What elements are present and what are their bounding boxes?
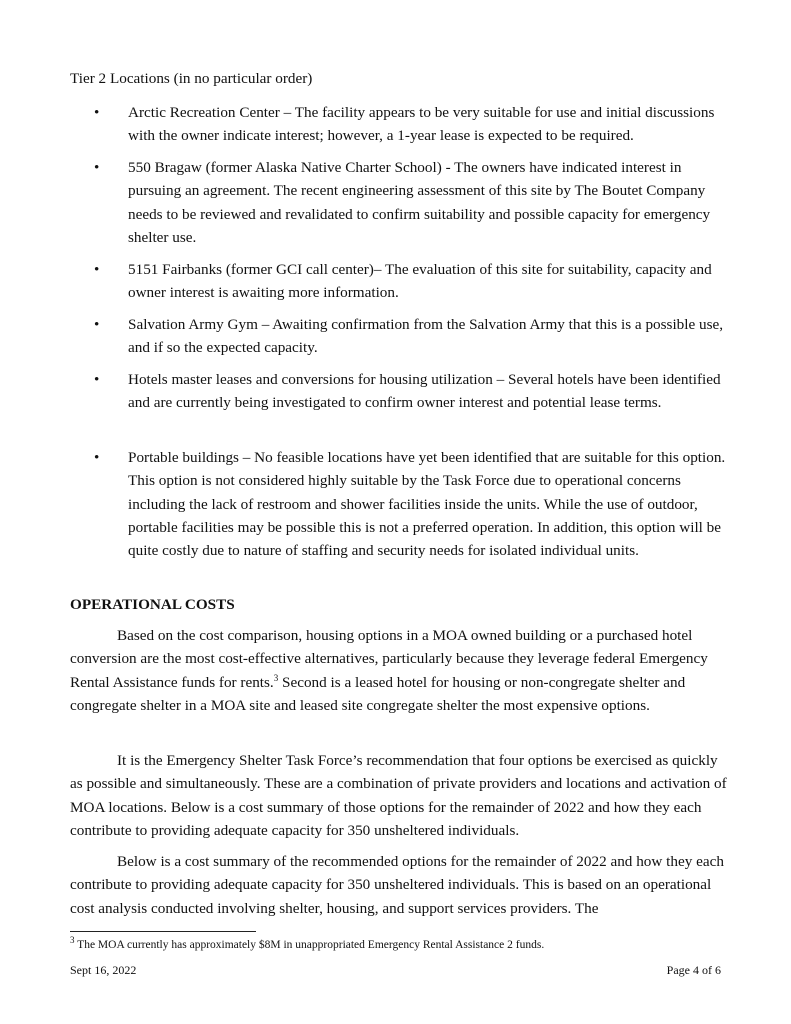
paragraph-recommendation: It is the Emergency Shelter Task Force’s recommendation that four options be exercised as quickly as possible and simultaneously. These are a combination of private providers and locations and activation of MOA locations. Below is a cost summary of those options for the remainder of 2022 and how they each contribute to providing adequate capacity for 350 unsheltered individuals. (70, 752, 727, 839)
list-item-text: 550 Bragaw (former Alaska Native Charter School) - The owners have indicated interest in pursuing an agreement. The recent engineering assessment of this site by The Boutet Company needs to be reviewed and revalidated to confirm suitability and possible capacity for emergency shelter use. (128, 159, 711, 246)
list-item (94, 313, 728, 360)
paragraph-cost-comparison (70, 624, 730, 717)
list-item (94, 156, 728, 249)
list-item (94, 258, 728, 305)
list-item (94, 101, 728, 148)
list-item-text: Salvation Army Gym – Awaiting confirmation from the Salvation Army that this is a possible use, and if so the expected capacity. (128, 316, 724, 357)
tier2-intro: Tier 2 Locations (in no particular order) (70, 70, 313, 87)
footnote-text: The MOA currently has approximately $8M in unappropriated Emergency Rental Assistance 2 funds. (74, 939, 545, 951)
paragraph-text: Second is a leased hotel for housing or non-congregate shelter and congregate shelter in a MOA site and leased site congregate shelter the most expensive options. (70, 673, 686, 714)
bullet-marker: • (94, 104, 100, 121)
bullet-marker: • (94, 261, 100, 278)
footer-page-number: Page 4 of 6 (666, 963, 721, 977)
paragraph-cost-summary: Below is a cost summary of the recommended options for the remainder of 2022 and how they each contribute to providing adequate capacity for 350 unsheltered individuals. This is based on an operational cost analysis conducted involving shelter, housing, and support services providers. The (70, 853, 724, 917)
list-item-text: Hotels master leases and conversions for housing utilization – Several hotels have been identified and are currently being investigated to confirm owner interest and potential lease terms. (128, 371, 721, 412)
paragraph-text: Based on the cost comparison, housing options in a MOA owned building or a purchased hotel conversion are the most cost-effective alternatives, particularly because they leverage federal Emergency Rental Assistance funds for rents. (70, 627, 708, 691)
bullet-marker: • (94, 316, 100, 333)
footnote-reference[interactable]: 3 (273, 672, 279, 683)
bullet-marker: • (94, 371, 100, 388)
list-item (94, 368, 728, 415)
footer-date: Sept 16, 2022 (70, 963, 137, 977)
footnote-number: 3 (70, 935, 75, 946)
list-item-text: Arctic Recreation Center – The facility appears to be very suitable for use and initial discussions with the owner indicate interest; however, a 1-year lease is expected to be required. (128, 104, 715, 145)
bullet-marker: • (94, 449, 100, 466)
section-heading: OPERATIONAL COSTS (70, 596, 235, 613)
list-item-text: Portable buildings – No feasible locations have yet been identified that are suitable for this option. This option is not considered highly suitable by the Task Force due to operational concerns including the lack of restroom and shower facilities inside the units. While the use of outdoor, portable facilities may be possible this is not a preferred operation. In addition, this option will be quite costly due to nature of staffing and security needs for isolated individual units. (128, 449, 726, 560)
list-item-text: 5151 Fairbanks (former GCI call center)– The evaluation of this site for suitability, capacity and owner interest is awaiting more information. (128, 261, 712, 302)
footnote-divider (70, 931, 256, 932)
footnote (70, 937, 544, 953)
bullet-marker: • (94, 159, 100, 176)
list-item (94, 446, 728, 562)
